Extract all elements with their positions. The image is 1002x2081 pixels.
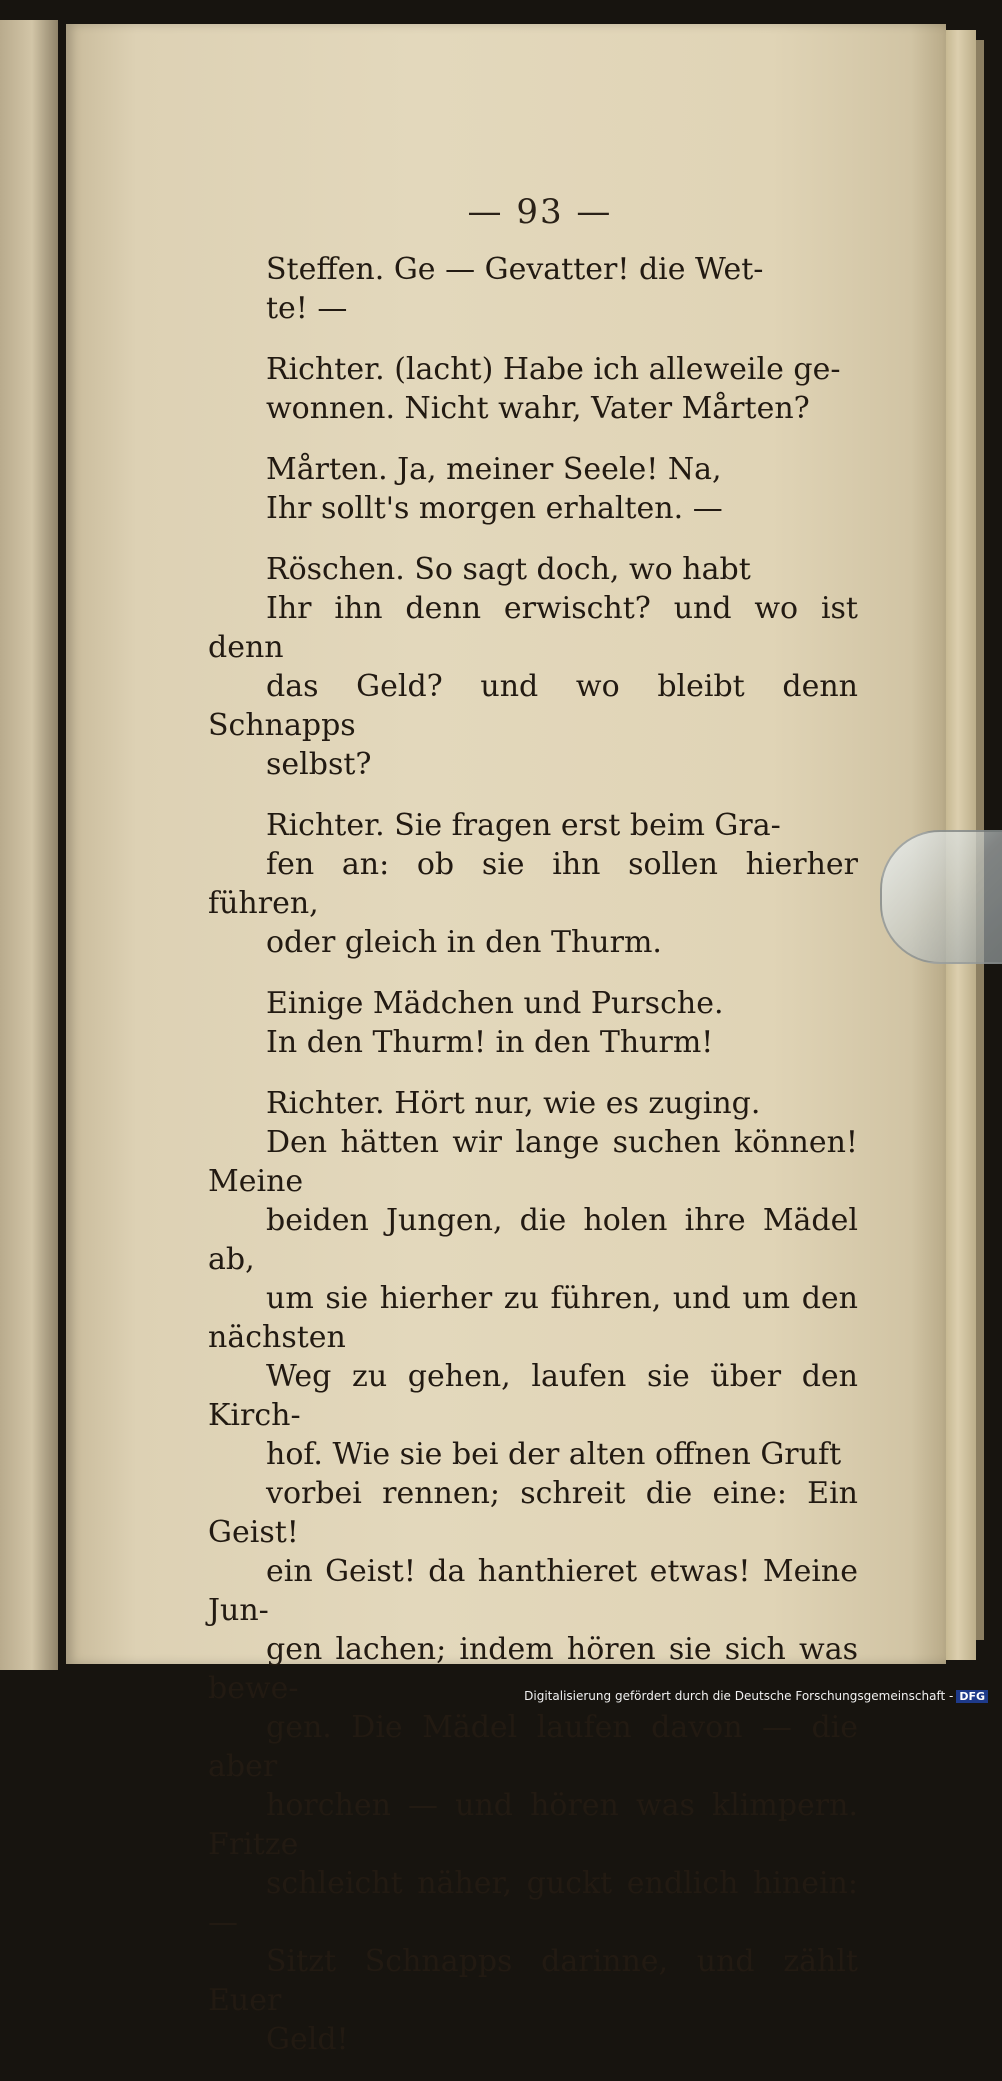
text-line: horchen — und hören was klimpern. Fritze [208, 1788, 858, 1862]
text-line: Ihr sollt's morgen erhalten. — [266, 491, 723, 526]
text-line: Einige Mädchen und Pursche. [266, 986, 724, 1021]
text-line: Sitzt Schnapps darinne, und zählt Euer [208, 1944, 858, 2018]
text-line: vorbei rennen; schreit die eine: Ein Geist! [208, 1476, 858, 1550]
text-line: gen lachen; indem hören sie sich was bewe- [208, 1632, 858, 1706]
text-line: Geld! [266, 2022, 349, 2057]
text-line: beiden Jungen, die holen ihre Mädel ab, [208, 1203, 858, 1277]
dialogue-paragraph [208, 550, 858, 784]
text-line: Steffen. Ge — Gevatter! die Wet- [266, 252, 764, 287]
text-line: hof. Wie sie bei der alten offnen Gruft [266, 1437, 842, 1472]
dialogue-paragraph [208, 250, 858, 328]
facing-page-edge [0, 20, 58, 1670]
text-line: das Geld? und wo bleibt denn Schnapps [208, 669, 858, 743]
text-line: Richter. Sie fragen erst beim Gra- [266, 808, 781, 843]
text-line: Röschen. So sagt doch, wo habt [266, 552, 751, 587]
text-line: gen. Die Mädel laufen davon — die aber [208, 1710, 858, 1784]
text-line: selbst? [266, 747, 372, 782]
text-line: Richter. Hört nur, wie es zuging. [266, 1086, 761, 1121]
page-number: — 93 — [467, 192, 613, 232]
text-line: Weg zu gehen, laufen sie über den Kirch- [208, 1359, 858, 1433]
text-line: um sie hierher zu führen, und um den nächsten [208, 1281, 858, 1355]
text-line: Mårten. Ja, meiner Seele! Na, [266, 452, 722, 487]
dialogue-paragraph [208, 350, 858, 428]
text-line: ein Geist! da hanthieret etwas! Meine Jun- [208, 1554, 858, 1628]
text-line: Richter. (lacht) Habe ich alleweile ge- [266, 352, 841, 387]
digitization-credit [524, 1689, 988, 1703]
text-line: fen an: ob sie ihn sollen hierher führen, [208, 847, 858, 921]
text-line: Ihr ihn denn erwischt? und wo ist denn [208, 591, 858, 665]
text-line: schleicht näher, guckt endlich hinein: — [208, 1866, 858, 1940]
text-line: oder gleich in den Thurm. [266, 925, 662, 960]
dialogue-paragraph [208, 806, 858, 962]
dialogue-paragraph [208, 450, 858, 528]
dialogue-paragraph [208, 1084, 858, 2059]
page-clip [880, 830, 1002, 964]
text-line: wonnen. Nicht wahr, Vater Mårten? [266, 391, 810, 426]
text-line: Den hätten wir lange suchen können! Meine [208, 1125, 858, 1199]
dialogue-paragraph [208, 984, 858, 1062]
dfg-logo: DFG [956, 1690, 988, 1703]
text-line: te! — [266, 291, 348, 326]
body-text [208, 250, 858, 2081]
credit-text: Digitalisierung gefördert durch die Deutsche Forschungsgemeinschaft - [524, 1689, 954, 1703]
text-line: In den Thurm! in den Thurm! [266, 1025, 714, 1060]
